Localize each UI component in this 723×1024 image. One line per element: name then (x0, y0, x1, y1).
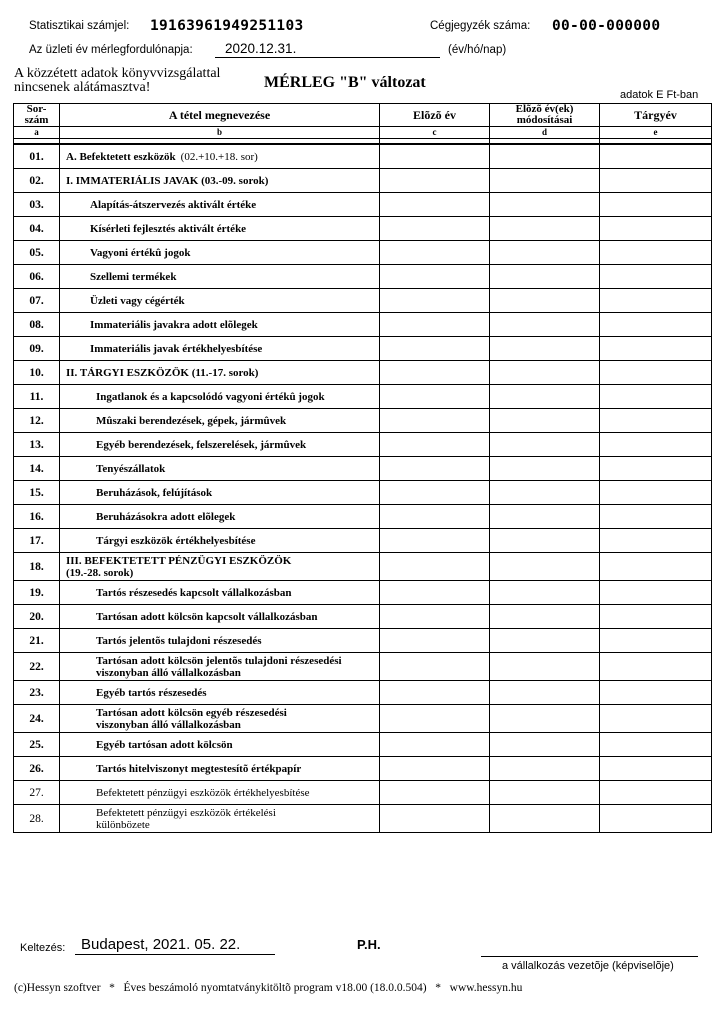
table-row (14, 605, 712, 629)
row-number: 25. (14, 733, 60, 757)
modification-cell[interactable] (490, 757, 600, 781)
modification-cell[interactable] (490, 217, 600, 241)
prev-year-cell[interactable] (380, 289, 490, 313)
row-item-name-text: I. IMMATERIÁLIS JAVAK (03.-09. sorok) (66, 174, 269, 187)
current-year-cell[interactable] (600, 757, 712, 781)
col-header-prev: Elõzõ év (380, 104, 490, 127)
current-year-cell[interactable] (600, 217, 712, 241)
col-header-sor-line2: szám (24, 114, 49, 126)
prev-year-cell[interactable] (380, 144, 490, 169)
keltezes-label: Keltezés: (20, 942, 66, 954)
col-header-mod-line2: módosításai (516, 114, 573, 126)
row-item-name-text: Tartós jelentõs tulajdoni részesedés (96, 634, 262, 647)
current-year-cell[interactable] (600, 433, 712, 457)
col-header-name: A tétel megnevezése (60, 104, 380, 127)
row-item-name-text: Ingatlanok és a kapcsolódó vagyoni értékû jogok (96, 390, 325, 403)
table-row (14, 653, 712, 681)
page-title: MÉRLEG "B" változat (264, 74, 426, 91)
software-credit: (c)Hessyn szoftver * Éves beszámoló nyomtatványkitöltõ program v18.00 (18.0.0.504) * www.hessyn.hu (14, 982, 523, 994)
row-item-name-text: Mûszaki berendezések, gépek, jármûvek (96, 414, 287, 427)
modification-cell[interactable] (490, 169, 600, 193)
table-row (14, 241, 712, 265)
modification-cell[interactable] (490, 433, 600, 457)
table-row (14, 289, 712, 313)
col-header-mod (490, 104, 600, 127)
row-number: 03. (14, 193, 60, 217)
row-item-name (60, 733, 380, 757)
prev-year-cell[interactable] (380, 361, 490, 385)
row-number: 14. (14, 457, 60, 481)
row-item-name-text: Üzleti vagy cégérték (90, 294, 185, 307)
modification-cell[interactable] (490, 605, 600, 629)
modification-cell[interactable] (490, 805, 600, 833)
date-format-hint: (év/hó/nap) (448, 44, 507, 56)
table-row (14, 265, 712, 289)
keltezes-value: Budapest, 2021. 05. 22. (75, 936, 275, 955)
modification-cell[interactable] (490, 289, 600, 313)
prev-year-cell[interactable] (380, 705, 490, 733)
prev-year-cell[interactable] (380, 757, 490, 781)
audit-note-line1: A közzétett adatok könyvvizsgálattal (14, 66, 221, 81)
current-year-cell[interactable] (600, 805, 712, 833)
table-row (14, 481, 712, 505)
modification-cell[interactable] (490, 653, 600, 681)
modification-cell[interactable] (490, 733, 600, 757)
modification-cell[interactable] (490, 481, 600, 505)
row-number: 10. (14, 361, 60, 385)
row-item-name-text: Tartósan adott kölcsön egyéb részesedési (96, 706, 287, 719)
current-year-cell[interactable] (600, 605, 712, 629)
prev-year-cell[interactable] (380, 337, 490, 361)
row-item-name-text: II. TÁRGYI ESZKÖZÖK (11.-17. sorok) (66, 366, 259, 379)
row-item-name-line2: (19.-28. sorok) (66, 566, 134, 579)
modification-cell[interactable] (490, 385, 600, 409)
table-row (14, 217, 712, 241)
current-year-cell[interactable] (600, 265, 712, 289)
row-number: 02. (14, 169, 60, 193)
current-year-cell[interactable] (600, 705, 712, 733)
row-item-name (60, 289, 380, 313)
col-header-curr: Tárgyév (600, 104, 712, 127)
row-item-name (60, 409, 380, 433)
table-row (14, 553, 712, 581)
row-number: 24. (14, 705, 60, 733)
modification-cell[interactable] (490, 553, 600, 581)
row-item-name (60, 313, 380, 337)
row-item-name-text: Tartós hitelviszonyt megtestesítõ értékpapír (96, 762, 302, 775)
stat-value: 19163961949251103 (150, 18, 304, 34)
table-row (14, 529, 712, 553)
table-row (14, 805, 712, 833)
table-row (14, 313, 712, 337)
prev-year-cell[interactable] (380, 385, 490, 409)
current-year-cell[interactable] (600, 581, 712, 605)
row-item-name-text: Vagyoni értékû jogok (90, 246, 191, 259)
modification-cell[interactable] (490, 457, 600, 481)
row-item-name-extra: (02.+10.+18. sor) (180, 150, 258, 163)
table-row (14, 505, 712, 529)
modification-cell[interactable] (490, 144, 600, 169)
prev-year-cell[interactable] (380, 265, 490, 289)
row-number: 05. (14, 241, 60, 265)
current-year-cell[interactable] (600, 193, 712, 217)
modification-cell[interactable] (490, 781, 600, 805)
row-number: 12. (14, 409, 60, 433)
row-number: 23. (14, 681, 60, 705)
row-item-name-line2: viszonyban álló vállalkozásban (96, 666, 241, 679)
row-item-name-text: Befektetett pénzügyi eszközök értékelési (96, 806, 276, 819)
prev-year-cell[interactable] (380, 481, 490, 505)
prev-year-cell[interactable] (380, 409, 490, 433)
row-item-name (60, 385, 380, 409)
row-item-name-text: Szellemi termékek (90, 270, 177, 283)
row-item-name (60, 757, 380, 781)
row-item-name (60, 481, 380, 505)
prev-year-cell[interactable] (380, 581, 490, 605)
current-year-cell[interactable] (600, 481, 712, 505)
current-year-cell[interactable] (600, 781, 712, 805)
row-number: 17. (14, 529, 60, 553)
row-item-name-text: Egyéb berendezések, felszerelések, jármûvek (96, 438, 307, 451)
prev-year-cell[interactable] (380, 781, 490, 805)
row-item-name (60, 433, 380, 457)
table-row (14, 144, 712, 169)
row-item-name (60, 805, 380, 833)
table-row (14, 337, 712, 361)
modification-cell[interactable] (490, 313, 600, 337)
prev-year-cell[interactable] (380, 433, 490, 457)
prev-year-cell[interactable] (380, 505, 490, 529)
current-year-cell[interactable] (600, 144, 712, 169)
current-year-cell[interactable] (600, 241, 712, 265)
row-item-name (60, 553, 380, 581)
table-row (14, 581, 712, 605)
row-number: 15. (14, 481, 60, 505)
modification-cell[interactable] (490, 193, 600, 217)
prev-year-cell[interactable] (380, 457, 490, 481)
row-item-name-text: Beruházások, felújítások (96, 486, 213, 499)
col-header-sor (14, 104, 60, 127)
row-number: 21. (14, 629, 60, 653)
table-row (14, 757, 712, 781)
row-item-name (60, 337, 380, 361)
table-row (14, 629, 712, 653)
row-item-name (60, 629, 380, 653)
row-number: 22. (14, 653, 60, 681)
row-item-name (60, 505, 380, 529)
row-item-name-text: Egyéb tartósan adott kölcsön (96, 738, 233, 751)
prev-year-cell[interactable] (380, 241, 490, 265)
row-item-name-text: Immateriális javakra adott elõlegek (90, 318, 258, 331)
col-header-sor-line1: Sor- (26, 103, 47, 115)
row-number: 04. (14, 217, 60, 241)
prev-year-cell[interactable] (380, 169, 490, 193)
row-item-name-text: Egyéb tartós részesedés (96, 686, 207, 699)
row-item-name-line2: különbözete (96, 818, 150, 831)
prev-year-cell[interactable] (380, 681, 490, 705)
current-year-cell[interactable] (600, 457, 712, 481)
current-year-cell[interactable] (600, 385, 712, 409)
table-header-row (14, 104, 712, 127)
table-row (14, 433, 712, 457)
current-year-cell[interactable] (600, 169, 712, 193)
row-number: 01. (14, 144, 60, 169)
modification-cell[interactable] (490, 241, 600, 265)
row-item-name-text: Alapítás-átszervezés aktivált értéke (90, 198, 257, 211)
row-item-name-text: Kísérleti fejlesztés aktivált értéke (90, 222, 247, 235)
modification-cell[interactable] (490, 705, 600, 733)
units-note: adatok E Ft-ban (620, 89, 699, 101)
current-year-cell[interactable] (600, 289, 712, 313)
prev-year-cell[interactable] (380, 553, 490, 581)
row-number: 27. (14, 781, 60, 805)
row-number: 07. (14, 289, 60, 313)
prev-year-cell[interactable] (380, 529, 490, 553)
col-letter-b: b (60, 127, 380, 139)
prev-year-cell[interactable] (380, 313, 490, 337)
col-header-mod-line1: Elõzõ év(ek) (515, 103, 574, 115)
row-item-name-text: A. Befektetett eszközök (66, 150, 176, 163)
prev-year-cell[interactable] (380, 605, 490, 629)
row-item-name (60, 605, 380, 629)
row-item-name (60, 241, 380, 265)
prev-year-cell[interactable] (380, 805, 490, 833)
modification-cell[interactable] (490, 265, 600, 289)
modification-cell[interactable] (490, 361, 600, 385)
signer-caption: a vállalkozás vezetõje (képviselõje) (502, 960, 674, 972)
row-number: 08. (14, 313, 60, 337)
current-year-cell[interactable] (600, 505, 712, 529)
current-year-cell[interactable] (600, 361, 712, 385)
row-item-name-text: Tenyészállatok (96, 462, 166, 475)
prev-year-cell[interactable] (380, 193, 490, 217)
row-item-name-text: Befektetett pénzügyi eszközök értékhelyesbítése (96, 786, 310, 799)
row-item-name (60, 265, 380, 289)
row-item-name (60, 457, 380, 481)
modification-cell[interactable] (490, 681, 600, 705)
row-item-name-text: Beruházásokra adott elõlegek (96, 510, 236, 523)
row-item-name (60, 705, 380, 733)
row-item-name-text: Tartósan adott kölcsön jelentõs tulajdoni részesedési (96, 654, 342, 667)
row-number: 20. (14, 605, 60, 629)
row-number: 13. (14, 433, 60, 457)
row-item-name-text: Tárgyi eszközök értékhelyesbítése (96, 534, 256, 547)
stat-label: Statisztikai számjel: (29, 20, 130, 32)
signature-line (481, 956, 698, 957)
row-number: 28. (14, 805, 60, 833)
row-item-name (60, 144, 380, 169)
prev-year-cell[interactable] (380, 217, 490, 241)
row-item-name-line2: viszonyban álló vállalkozásban (96, 718, 241, 731)
row-number: 06. (14, 265, 60, 289)
current-year-cell[interactable] (600, 337, 712, 361)
row-number: 11. (14, 385, 60, 409)
col-letter-d: d (490, 127, 600, 139)
current-year-cell[interactable] (600, 653, 712, 681)
row-item-name (60, 581, 380, 605)
modification-cell[interactable] (490, 581, 600, 605)
prev-year-cell[interactable] (380, 653, 490, 681)
fordulonap-label: Az üzleti év mérlegfordulónapja: (29, 44, 193, 56)
row-number: 26. (14, 757, 60, 781)
table-row (14, 457, 712, 481)
row-item-name (60, 529, 380, 553)
row-item-name-text: Tartós részesedés kapcsolt vállalkozásban (96, 586, 292, 599)
row-item-name (60, 681, 380, 705)
col-letter-e: e (600, 127, 712, 139)
table-row (14, 361, 712, 385)
cegjegyzek-value: 00-00-000000 (552, 18, 661, 34)
modification-cell[interactable] (490, 629, 600, 653)
row-number: 19. (14, 581, 60, 605)
modification-cell[interactable] (490, 529, 600, 553)
table-row (14, 705, 712, 733)
balance-sheet-table (13, 103, 712, 833)
table-row (14, 193, 712, 217)
current-year-cell[interactable] (600, 681, 712, 705)
current-year-cell[interactable] (600, 529, 712, 553)
row-item-name (60, 781, 380, 805)
modification-cell[interactable] (490, 505, 600, 529)
prev-year-cell[interactable] (380, 629, 490, 653)
prev-year-cell[interactable] (380, 733, 490, 757)
table-row (14, 733, 712, 757)
col-letter-a: a (14, 127, 60, 139)
row-number: 16. (14, 505, 60, 529)
modification-cell[interactable] (490, 337, 600, 361)
row-item-name (60, 653, 380, 681)
row-item-name-text: Immateriális javak értékhelyesbítése (90, 342, 263, 355)
ph-stamp-label: P.H. (357, 937, 381, 952)
cegjegyzek-label: Cégjegyzék száma: (430, 20, 531, 32)
row-item-name-text: Tartósan adott kölcsön kapcsolt vállalkozásban (96, 610, 318, 623)
fordulonap-value: 2020.12.31. (215, 41, 440, 58)
modification-cell[interactable] (490, 409, 600, 433)
current-year-cell[interactable] (600, 313, 712, 337)
table-letter-row (14, 127, 712, 139)
row-number: 09. (14, 337, 60, 361)
table-row (14, 169, 712, 193)
table-row (14, 781, 712, 805)
current-year-cell[interactable] (600, 409, 712, 433)
row-item-name (60, 193, 380, 217)
audit-note-line2: nincsenek alátámasztva! (14, 80, 151, 95)
table-row (14, 385, 712, 409)
current-year-cell[interactable] (600, 733, 712, 757)
table-row (14, 681, 712, 705)
row-item-name-text: III. BEFEKTETETT PÉNZÜGYI ESZKÖZÖK (66, 554, 292, 567)
row-item-name (60, 169, 380, 193)
row-item-name (60, 217, 380, 241)
current-year-cell[interactable] (600, 553, 712, 581)
row-number: 18. (14, 553, 60, 581)
table-row (14, 409, 712, 433)
current-year-cell[interactable] (600, 629, 712, 653)
row-item-name (60, 361, 380, 385)
col-letter-c: c (380, 127, 490, 139)
